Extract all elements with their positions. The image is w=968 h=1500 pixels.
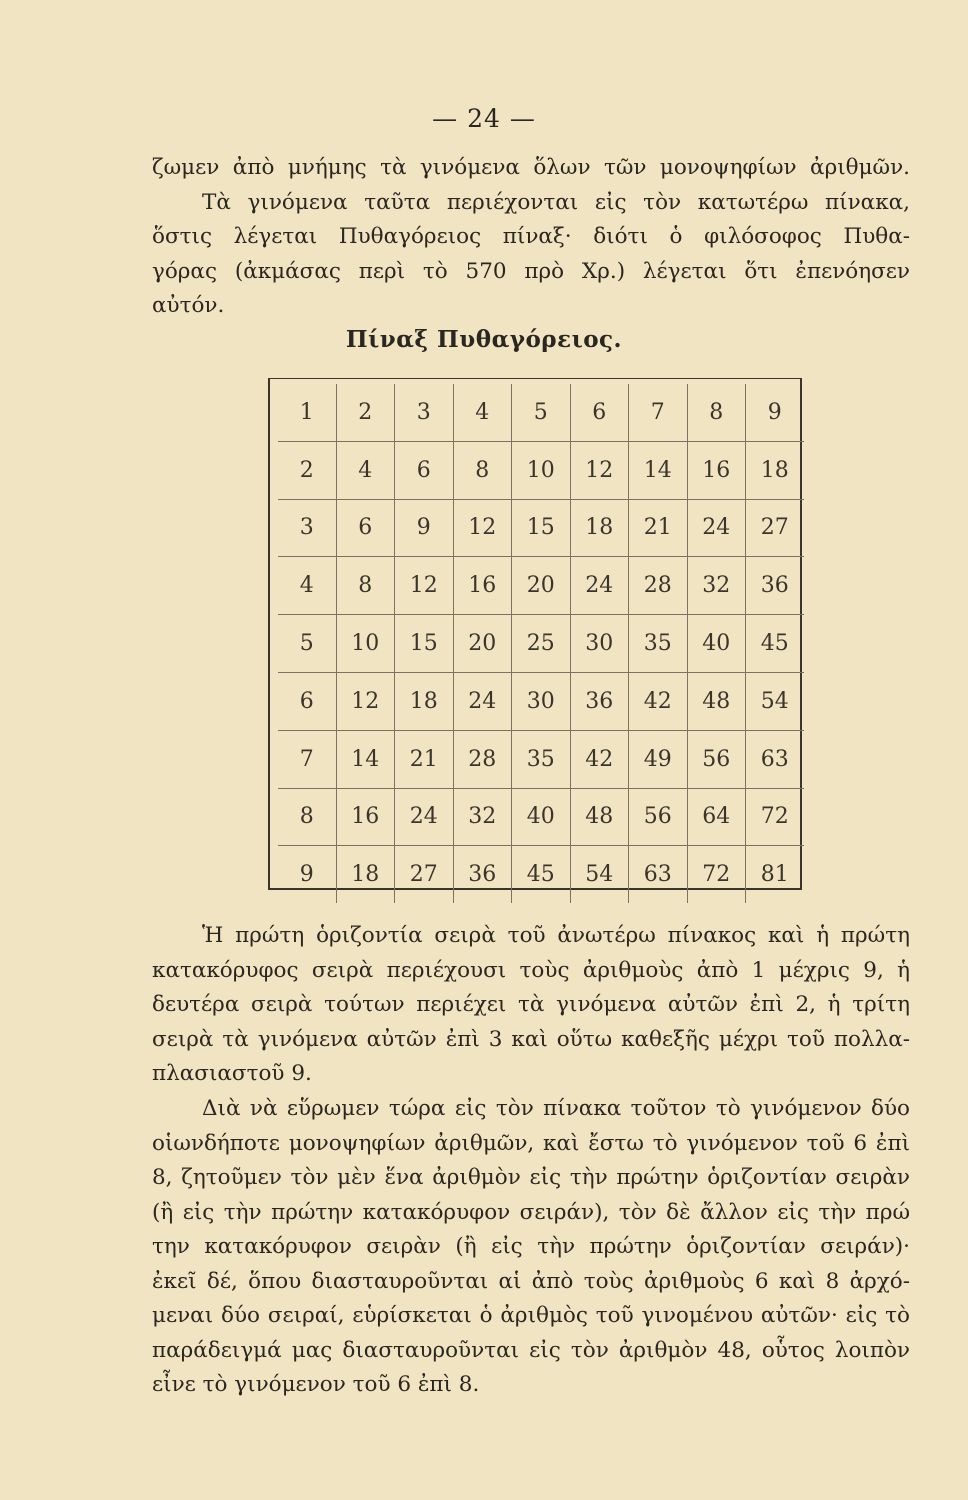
table-cell: 24: [570, 557, 629, 615]
table-cell: 10: [336, 615, 395, 673]
table-cell: 45: [512, 846, 571, 903]
text-line: κατακόρυφος σειρὰ περιέχουσι τοὺς ἀριθμοὺς ἀπὸ 1 μέχρις 9, ἡ: [152, 957, 910, 983]
table-cell: 42: [629, 672, 688, 730]
table-cell: 25: [512, 615, 571, 673]
table-cell: 4: [453, 384, 512, 441]
text-line: ὅστις λέγεται Πυθαγόρειος πίναξ· διότι ὁ φιλόσοφος Πυθα-: [152, 224, 910, 249]
table-cell: 24: [687, 499, 746, 557]
text-line: ἐκεῖ δέ, ὅπου διασταυροῦνται αἱ ἀπὸ τοὺς ἀριθμοὺς 6 καὶ 8 ἀρχό-: [152, 1268, 910, 1294]
table-cell: 36: [570, 672, 629, 730]
table-cell: 21: [629, 499, 688, 557]
text-line: Τὰ γινόμενα ταῦτα περιέχονται εἰς τὸν κατωτέρω πίνακα,: [202, 189, 910, 215]
text-line: ζωμεν ἀπὸ μνήμης τὰ γινόμενα ὅλων τῶν μονοψηφίων ἀριθμῶν.: [152, 155, 910, 180]
table-cell: 15: [395, 615, 454, 673]
table-cell: 28: [629, 557, 688, 615]
table-title: Πίναξ Πυθαγόρειος.: [345, 326, 623, 353]
text-line: 8, ζητοῦμεν τὸν μὲν ἕνα ἀριθμὸν εἰς τὴν πρώτην ὁριζοντίαν σειρὰν: [152, 1165, 910, 1190]
table-cell: 63: [629, 846, 688, 903]
table-cell: 72: [687, 846, 746, 903]
table-cell: 21: [395, 730, 454, 788]
page-number: — 24 —: [432, 104, 536, 133]
table-cell: 49: [629, 730, 688, 788]
table-cell: 27: [746, 499, 804, 557]
table-row: [278, 788, 804, 846]
table-row: [278, 730, 804, 788]
table-cell: 8: [687, 384, 746, 441]
table-cell: 2: [336, 384, 395, 441]
table-cell: 9: [746, 384, 804, 441]
text-line: Διὰ νὰ εὕρωμεν τώρα εἰς τὸν πίνακα τοῦτον τὸ γινόμενον δύο: [202, 1096, 910, 1121]
table-cell: 20: [453, 615, 512, 673]
table-row: [278, 846, 804, 903]
table-cell: 5: [512, 384, 571, 441]
table-row: [278, 557, 804, 615]
table-cell: 42: [570, 730, 629, 788]
table-cell: 9: [395, 499, 454, 557]
table-cell: 48: [687, 672, 746, 730]
pythagorean-table: [278, 384, 804, 903]
table-cell: 64: [687, 788, 746, 846]
table-cell: 10: [512, 441, 571, 499]
table-cell: 5: [278, 615, 336, 673]
table-row: [278, 384, 804, 441]
table-cell: 12: [453, 499, 512, 557]
text-line: Ἡ πρώτη ὁριζοντία σειρὰ τοῦ ἀνωτέρω πίνακος καὶ ἡ πρώτη: [202, 923, 910, 948]
table-cell: 40: [512, 788, 571, 846]
text-line: αὐτόν.: [152, 293, 225, 318]
table-cell: 8: [278, 788, 336, 846]
table-cell: 54: [746, 672, 804, 730]
table-cell: 6: [570, 384, 629, 441]
table-cell: 12: [395, 557, 454, 615]
text-line: δευτέρα σειρὰ τούτων περιέχει τὰ γινόμενα αὐτῶν ἐπὶ 2, ἡ τρίτη: [152, 992, 910, 1017]
text-line: γόρας (ἀκμάσας περὶ τὸ 570 πρὸ Χρ.) λέγεται ὅτι ἐπενόησεν: [152, 258, 910, 284]
method-paragraph: [152, 1092, 910, 1403]
text-line: μεναι δύο σειραί, εὑρίσκεται ὁ ἀριθμὸς τοῦ γινομένου αὐτῶν· εἰς τὸ: [152, 1303, 910, 1328]
table-cell: 45: [746, 615, 804, 673]
table-cell: 9: [278, 846, 336, 903]
table-cell: 12: [570, 441, 629, 499]
table-cell: 81: [760, 862, 789, 888]
table-cell: 4: [336, 441, 395, 499]
table-cell: 36: [453, 846, 512, 903]
table-cell: 54: [570, 846, 629, 903]
table-cell: 56: [629, 788, 688, 846]
explanation-paragraph: [152, 919, 910, 1092]
table-cell: 63: [746, 730, 804, 788]
table-cell: 27: [395, 846, 454, 903]
table-cell: 30: [570, 615, 629, 673]
table-cell: 35: [512, 730, 571, 788]
table-cell: 6: [278, 672, 336, 730]
table-cell: 15: [512, 499, 571, 557]
table-cell: 4: [278, 557, 336, 615]
table-cell: 56: [687, 730, 746, 788]
table-cell: 7: [629, 384, 688, 441]
table-row: [278, 672, 804, 730]
text-line: οἱωνδήποτε μονοψηφίων ἀριθμῶν, καὶ ἔστω τὸ γινόμενον τοῦ 6 ἐπὶ: [152, 1130, 910, 1156]
table-cell: 8: [453, 441, 512, 499]
table-cell: 20: [512, 557, 571, 615]
table-cell: 8: [336, 557, 395, 615]
table-cell: 24: [453, 672, 512, 730]
text-line: (ἢ εἰς τὴν πρώτην κατακόρυφον σειράν), τὸν δὲ ἄλλον εἰς τὴν πρώ: [152, 1199, 910, 1225]
table-cell: 6: [336, 499, 395, 557]
table-cell: 48: [570, 788, 629, 846]
text-line: την κατακόρυφον σειρὰν (ἢ εἰς τὴν πρώτην ὁριζοντίαν σειράν)·: [152, 1234, 910, 1259]
table-cell: 35: [629, 615, 688, 673]
table-cell: 18: [395, 672, 454, 730]
table-cell: 2: [278, 441, 336, 499]
text-line: παράδειγμά μας διασταυροῦνται εἰς τὸν ἀριθμὸν 48, οὗτος λοιπὸν: [152, 1337, 910, 1363]
table-cell: 30: [512, 672, 571, 730]
table-cell: 6: [395, 441, 454, 499]
table-cell: 18: [746, 441, 804, 499]
table-cell: 3: [278, 499, 336, 557]
table-cell: 32: [687, 557, 746, 615]
table-cell: 1: [278, 384, 336, 441]
table-cell: 3: [395, 384, 454, 441]
table-cell: 14: [336, 730, 395, 788]
table-cell: 24: [395, 788, 454, 846]
table-cell: 18: [570, 499, 629, 557]
table-cell: 14: [629, 441, 688, 499]
table-row: [278, 499, 804, 557]
table-cell: 16: [453, 557, 512, 615]
table-cell: 72: [746, 788, 804, 846]
intro-paragraph: [152, 151, 910, 324]
text-line: πλασιαστοῦ 9.: [152, 1061, 312, 1086]
table-cell: 28: [453, 730, 512, 788]
text-line: σειρὰ τὰ γινόμενα αὐτῶν ἐπὶ 3 καὶ οὕτω καθεξῆς μέχρι τοῦ πολλα-: [152, 1026, 910, 1052]
table-cell: 12: [336, 672, 395, 730]
table-cell: 16: [687, 441, 746, 499]
table-row: [278, 441, 804, 499]
table-cell: 36: [746, 557, 804, 615]
text-line: εἶνε τὸ γινόμενον τοῦ 6 ἐπὶ 8.: [152, 1372, 480, 1397]
table-cell: 16: [336, 788, 395, 846]
table-cell: 7: [278, 730, 336, 788]
table-cell: 18: [336, 846, 395, 903]
table-cell: 40: [687, 615, 746, 673]
table-cell: 32: [453, 788, 512, 846]
table-row: [278, 615, 804, 673]
